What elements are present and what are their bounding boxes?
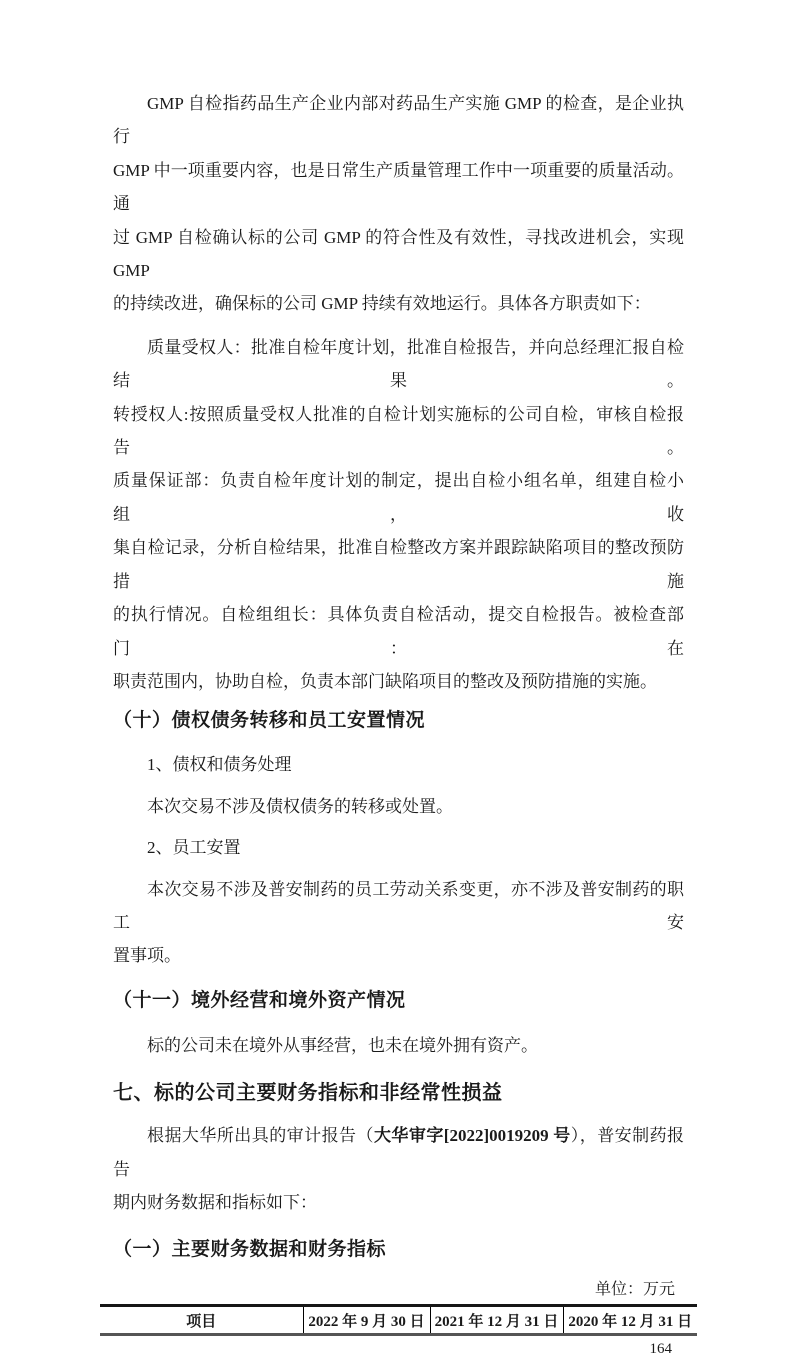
paragraph-line: 的持续改进，确保标的公司 GMP 持续有效地运行。具体各方职责如下： bbox=[113, 294, 651, 314]
paragraph-line: 职责范围内，协助自检，负责本部门缺陷项目的整改及预防措施的实施。 bbox=[113, 671, 657, 691]
paragraph-line: 质量受权人：批准自检年度计划，批准自检报告，并向总经理汇报自检结果。 bbox=[113, 337, 684, 391]
overseas-body: 标的公司未在境外从事经营，也未在境外拥有资产。 bbox=[147, 1035, 538, 1055]
table-header-2021-12-31: 2021 年 12 月 31 日 bbox=[430, 1306, 563, 1335]
audit-text-prefix: 根据大华所出具的审计报告（ bbox=[147, 1126, 374, 1146]
heading-financial-indicators: 七、标的公司主要财务指标和非经常性损益 bbox=[113, 1082, 503, 1105]
audit-text-suffix: ），普安制药报告 bbox=[113, 1126, 685, 1179]
paragraph-line bbox=[113, 1119, 684, 1186]
paragraph-line: 的执行情况。自检组组长：具体负责自检活动，提交自检报告。被检查部门：在 bbox=[113, 605, 684, 658]
paragraph-line: GMP 自检指药品生产企业内部对药品生产实施 GMP 的检查，是企业执行 bbox=[113, 94, 684, 147]
table-header-2020-12-31: 2020 年 12 月 31 日 bbox=[563, 1306, 697, 1335]
document-page bbox=[113, 0, 693, 1358]
paragraph-line: 过 GMP 自检确认标的公司 GMP 的符合性及有效性，寻找改进机会，实现 GMP bbox=[113, 227, 684, 281]
paragraph-line: 置事项。 bbox=[113, 946, 181, 966]
responsibilities-paragraph bbox=[113, 331, 684, 698]
paragraph-line: 质量保证部：负责自检年度计划的制定，提出自检小组名单，组建自检小组，收 bbox=[113, 471, 684, 524]
gmp-intro-paragraph bbox=[113, 87, 684, 321]
heading-overseas: （十一）境外经营和境外资产情况 bbox=[113, 989, 406, 1011]
table-header-row bbox=[100, 1306, 697, 1335]
item2-title: 2、员工安置 bbox=[147, 838, 241, 858]
table-header-2022-09-30: 2022 年 9 月 30 日 bbox=[303, 1306, 430, 1335]
page-number: 164 bbox=[649, 1341, 672, 1358]
paragraph-line: 转授权人:按照质量受权人批准的自检计划实施标的公司自检，审核自检报告。 bbox=[113, 404, 684, 458]
paragraph-line: 本次交易不涉及普安制药的员工劳动关系变更，亦不涉及普安制药的职工安 bbox=[113, 879, 684, 932]
audit-report-number: 大华审字[2022]0019209 号 bbox=[373, 1126, 571, 1146]
paragraph-line: GMP 中一项重要内容，也是日常生产质量管理工作中一项重要的质量活动。通 bbox=[113, 160, 684, 214]
table-header-item: 项目 bbox=[186, 1313, 217, 1330]
paragraph-line: 集自检记录，分析自检结果，批准自检整改方案并跟踪缺陷项目的整改预防措施 bbox=[113, 538, 684, 591]
item1-title: 1、债权和债务处理 bbox=[147, 755, 292, 775]
financial-table bbox=[100, 1304, 697, 1336]
employee-paragraph bbox=[113, 873, 684, 973]
unit-label: 单位：万元 bbox=[594, 1281, 675, 1299]
audit-paragraph bbox=[113, 1119, 684, 1219]
paragraph-line: 期内财务数据和指标如下： bbox=[113, 1192, 317, 1212]
heading-debt-transfer-employee: （十）债权债务转移和员工安置情况 bbox=[113, 710, 426, 732]
heading-main-financial-data: （一）主要财务数据和财务指标 bbox=[113, 1239, 387, 1261]
item1-body: 本次交易不涉及债权债务的转移或处置。 bbox=[147, 796, 453, 816]
